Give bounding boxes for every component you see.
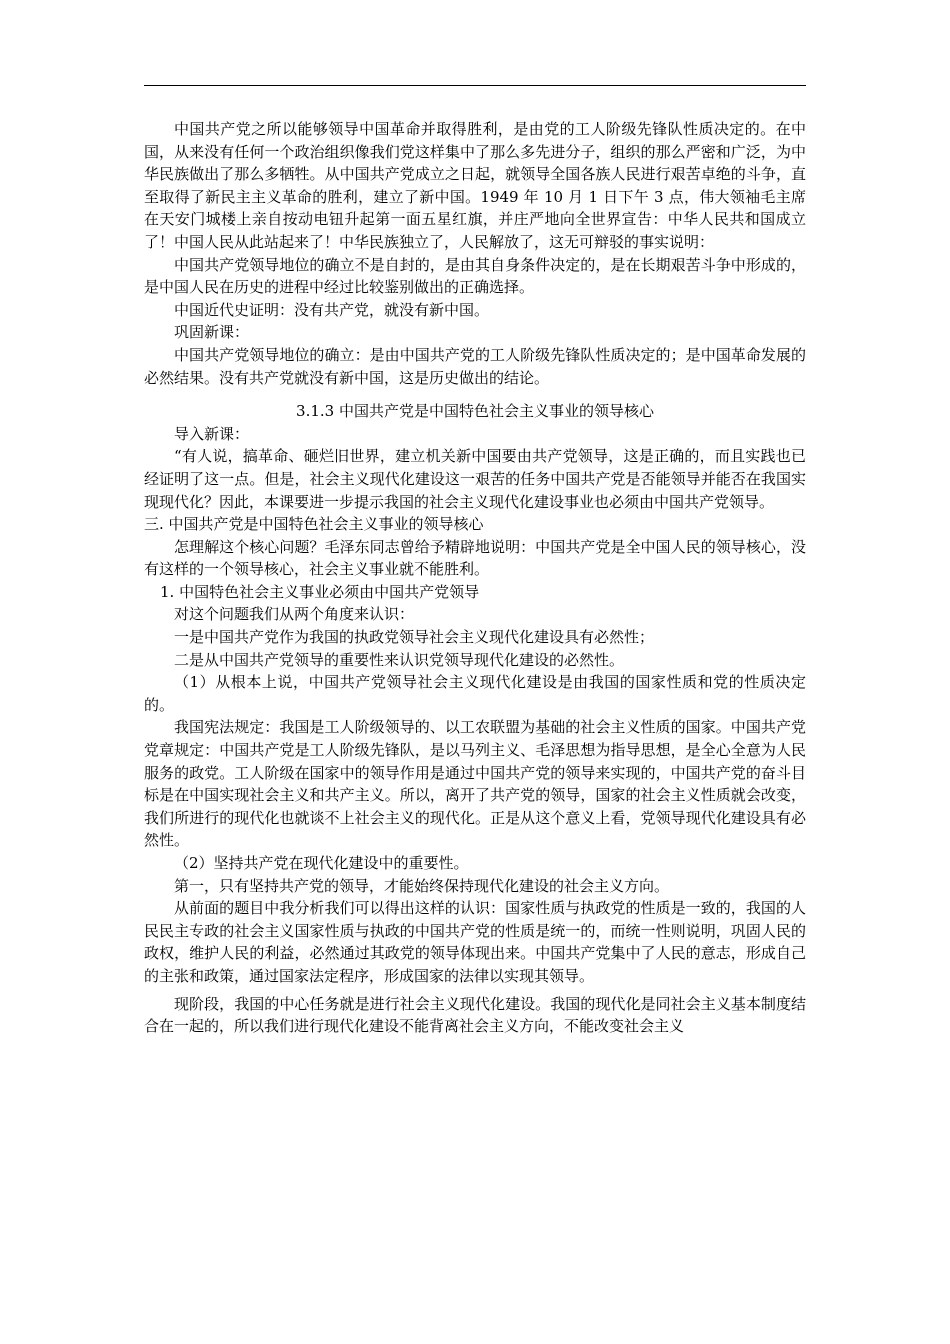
header-rule [144, 85, 806, 86]
subsection-heading: 1. 中国特色社会主义事业必须由中国共产党领导 [160, 582, 480, 601]
paragraph: 导入新课： [174, 424, 250, 443]
paragraph: 中国近代史证明：没有共产党，就没有新中国。 [174, 300, 490, 319]
paragraph: 巩固新课： [174, 323, 250, 342]
paragraph: 中国共产党领导地位的确立不是自封的，是由其自身条件决定的，是在长期艰苦斗争中形成的，是中国人民在历史的进程中经过比较鉴别做出的正确选择。 [144, 255, 806, 297]
paragraph: 现阶段，我国的中心任务就是进行社会主义现代化建设。我国的现代化是同社会主义基本制度结合在一起的，所以我们进行现代化建设不能背离社会主义方向，不能改变社会主义 [144, 994, 806, 1036]
paragraph: “有人说，搞革命、砸烂旧世界，建立机关新中国要由共产党领导，这是正确的，而且实践也已经证明了这一点。但是，社会主义现代化建设这一艰苦的任务中国共产党是否能领导并能否在我国实现现代化？因此，本课要进一步提示我国的社会主义现代化建设事业也必须由中国共产党领导。 [144, 447, 806, 511]
section-heading: 3.1.3 中国共产党是中国特色社会主义事业的领导核心 [296, 402, 654, 421]
paragraph: 中国共产党领导地位的确立：是由中国共产党的工人阶级先锋队性质决定的；是中国革命发展的必然结果。没有共产党就没有新中国，这是历史做出的结论。 [144, 345, 806, 387]
paragraph: 第一，只有坚持共产党的领导，才能始终保持现代化建设的社会主义方向。 [174, 876, 670, 895]
paragraph: 一是中国共产党作为我国的执政党领导社会主义现代化建设具有必然性； [174, 628, 655, 647]
paragraph: 我国宪法规定：我国是工人阶级领导的、以工农联盟为基础的社会主义性质的国家。中国共产党党章规定：中国共产党是工人阶级先锋队，是以马列主义、毛泽思想为指导思想，是全心全意为人民服务的政党。工人阶级在国家中的领导作用是通过中国共产党的领导来实现的，中国共产党的奋斗目标是在中国实现社会主义和共产主义。所以，离开了共产党的领导，国家的社会主义性质就会改变，我们所进行的现代化也就谈不上社会主义的现代化。正是从这个意义上看，党领导现代化建设具有必然性。 [144, 718, 806, 850]
paragraph: 二是从中国共产党领导的重要性来认识党领导现代化建设的必然性。 [174, 650, 625, 669]
paragraph: 从前面的题目中我分析我们可以得出这样的认识：国家性质与执政党的性质是一致的，我国的人民民主专政的社会主义国家性质与执政的中国共产党的性质是统一的，而统一性则说明，巩固人民的政权，维护人民的利益，必然通过其政党的领导体现出来。中国共产党集中了人民的意志，形成自己的主张和政策，通过国家法定程序，形成国家的法律以实现其领导。 [144, 899, 806, 985]
paragraph: （2）坚持共产党在现代化建设中的重要性。 [174, 854, 469, 872]
section-heading: 三. 中国共产党是中国特色社会主义事业的领导核心 [144, 515, 484, 534]
paragraph: 中国共产党之所以能够领导中国革命并取得胜利，是由党的工人阶级先锋队性质决定的。在中国，从来没有任何一个政治组织像我们党这样集中了那么多先进分子，组织的那么严密和广泛，为中华民族做出了那么多牺牲。从中国共产党成立之日起，就领导全国各族人民进行艰苦卓绝的斗争，直至取得了新民主主义革命的胜利，建立了新中国。1949 年 10 月 1 日下午 3 点，伟大领袖毛主席在天安门城楼上亲自按动电钮升起第一面五星红旗，并庄严地向全世界宣告：中华人民共和国成立了！中国人民从此站起来了！中华民族独立了，人民解放了，这无可辩驳的事实说明： [144, 120, 806, 251]
document-body [144, 118, 806, 1038]
paragraph: 对这个问题我们从两个角度来认识： [174, 605, 415, 624]
paragraph: 怎理解这个核心问题？毛泽东同志曾给予精辟地说明：中国共产党是全中国人民的领导核心，没有这样的一个领导核心，社会主义事业就不能胜利。 [144, 537, 806, 579]
paragraph: （1）从根本上说，中国共产党领导社会主义现代化建设是由我国的国家性质和党的性质决定的。 [144, 673, 806, 714]
